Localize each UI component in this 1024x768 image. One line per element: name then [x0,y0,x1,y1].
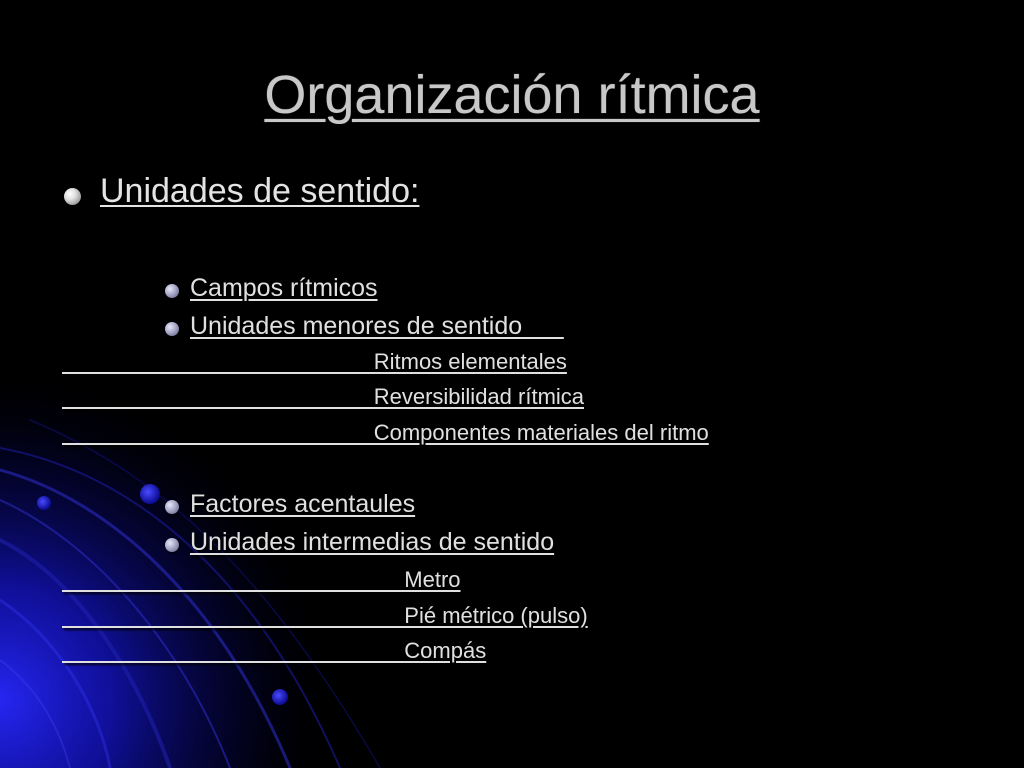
list-item-link[interactable]: Unidades menores de sentido [190,312,564,340]
bullet-icon [165,500,179,514]
bullet-icon [165,538,179,552]
detail-link[interactable]: Reversibilidad rítmica [62,384,585,409]
bullet-icon [165,322,179,336]
decorative-dot [272,689,288,705]
list-item-link[interactable]: Unidades intermedias de sentido [190,528,555,556]
list-item-link[interactable]: Campos rítmicos [190,274,378,302]
list-item-link[interactable]: Factores acentaules [190,490,416,518]
bullet-icon [165,284,179,298]
detail-link[interactable]: Ritmos elementales [62,349,567,374]
detail-link[interactable]: Pié métrico (pulso) [62,603,588,628]
decorative-dot [37,496,51,510]
slide-title: Organización rítmica [264,65,760,125]
decorative-dot [140,484,160,504]
detail-link[interactable]: Componentes materiales del ritmo [62,420,709,445]
main-bullet-text[interactable]: Unidades de sentido: [100,172,420,210]
detail-link[interactable]: Compás [62,638,487,663]
bullet-icon [64,188,81,205]
detail-link[interactable]: Metro [62,567,461,592]
